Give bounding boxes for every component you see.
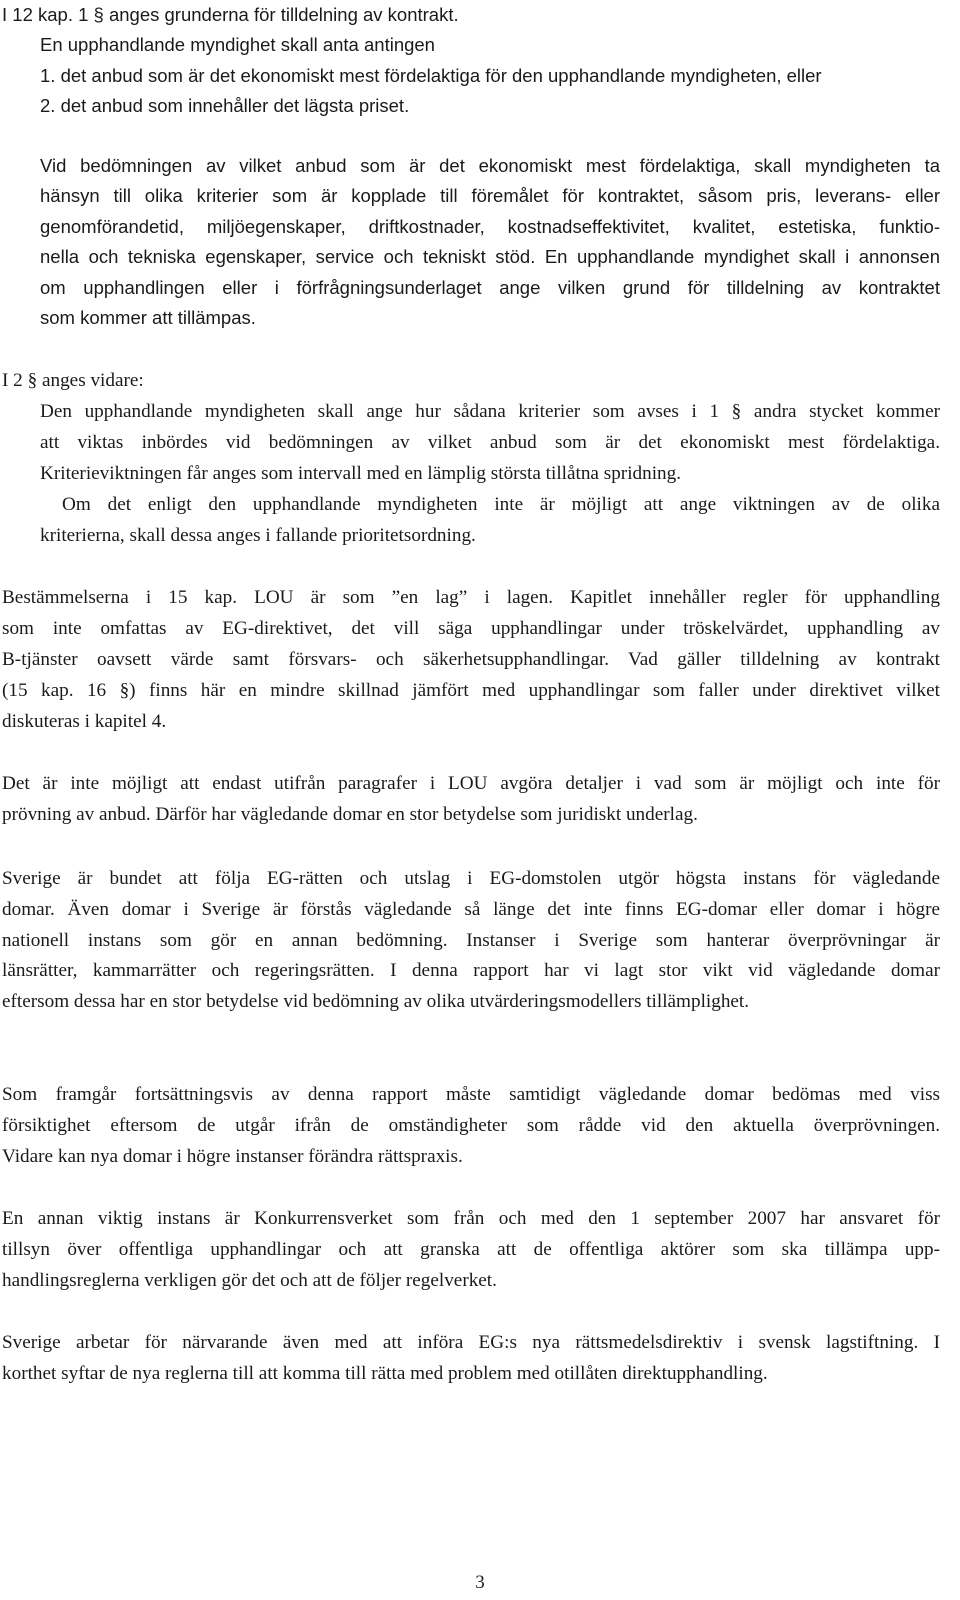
text-line: domar. Även domar i Sverige är förstås vägledande så länge det inte finns EG-domar eller domar i högre <box>2 899 940 920</box>
text-line: B-tjänster oavsett värde samt försvars- och säkerhetsupphandlingar. Vad gäller tilldelning av kontrakt <box>2 649 940 670</box>
text-line: nella och tekniska egenskaper, service och tekniskt stöd. En upphandlande myndighet skall i annonsen <box>40 246 940 267</box>
text-line: Den upphandlande myndigheten skall ange hur sådana kriterier som avses i 1 § andra stycket kommer <box>40 401 940 422</box>
text-line: eftersom dessa har en stor betydelse vid bedömning av olika utvärderingsmodellers tillämplighet. <box>2 991 750 1012</box>
text-line: tillsyn över offentliga upphandlingar och att granska att de offentliga aktörer som ska tillämpa upp- <box>2 1239 940 1260</box>
text-line: hänsyn till olika kriterier som är kopplade till föremålet för kontraktet, såsom pris, leverans- eller <box>40 185 940 206</box>
text-line: En upphandlande myndighet skall anta antingen <box>40 34 435 55</box>
text-line: korthet syftar de nya reglerna till att komma till rätta med problem med otillåten direktupphandling. <box>2 1363 768 1384</box>
text-line: nationell instans som gör en annan bedömning. Instanser i Sverige som hanterar överprövningar är <box>2 930 940 951</box>
text-line: 2. det anbud som innehåller det lägsta priset. <box>40 95 410 116</box>
text-line: Bestämmelserna i 15 kap. LOU är som ”en lag” i lagen. Kapitlet innehåller regler för upphandling <box>2 587 940 608</box>
text-line: som inte omfattas av EG-direktivet, det vill säga upphandlingar under tröskelvärdet, upphandling av <box>2 618 940 639</box>
text-line: En annan viktig instans är Konkurrensverket som från och med den 1 september 2007 har ansvaret för <box>2 1208 940 1229</box>
text-line: Om det enligt den upphandlande myndigheten inte är möjligt att ange viktningen av de olika <box>62 494 940 515</box>
text-line: att viktas inbördes vid bedömningen av vilket anbud som är det ekonomiskt mest fördelaktiga. <box>40 432 940 453</box>
text-line: kriterierna, skall dessa anges i fallande prioritetsordning. <box>40 525 476 546</box>
text-line: försiktighet eftersom de utgår ifrån de omständigheter som rådde vid den aktuella överprövningen. <box>2 1115 940 1136</box>
text-line: genomförandetid, miljöegenskaper, driftkostnader, kostnadseffektivitet, kvalitet, estetiska, funktio- <box>40 216 940 237</box>
text-line: Sverige arbetar för närvarande även med att införa EG:s nya rättsmedelsdirektiv i svensk lagstiftning. I <box>2 1332 940 1353</box>
text-line: Vidare kan nya domar i högre instanser förändra rättspraxis. <box>2 1146 463 1167</box>
text-line: Som framgår fortsättningsvis av denna rapport måste samtidigt vägledande domar bedömas med viss <box>2 1084 940 1105</box>
text-line: om upphandlingen eller i förfrågningsunderlaget ange vilken grund för tilldelning av kontraktet <box>40 277 940 298</box>
text-line: 1. det anbud som är det ekonomiskt mest fördelaktiga för den upphandlande myndigheten, eller <box>40 65 822 86</box>
text-line: I 2 § anges vidare: <box>2 370 144 391</box>
page-number: 3 <box>475 1572 485 1593</box>
text-line: Sverige är bundet att följa EG-rätten och utslag i EG-domstolen utgör högsta instans för vägledande <box>2 868 940 889</box>
text-line: Det är inte möjligt att endast utifrån paragrafer i LOU avgöra detaljer i vad som är möjligt och inte för <box>2 773 940 794</box>
text-line: länsrätter, kammarrätter och regeringsrätten. I denna rapport har vi lagt stor vikt vid vägledande domar <box>2 960 940 981</box>
text-line: prövning av anbud. Därför har vägledande domar en stor betydelse som juridiskt underlag. <box>2 804 698 825</box>
text-line: Vid bedömningen av vilket anbud som är det ekonomiskt mest fördelaktiga, skall myndigheten ta <box>40 155 940 176</box>
text-line: I 12 kap. 1 § anges grunderna för tilldelning av kontrakt. <box>2 4 459 25</box>
text-line: (15 kap. 16 §) finns här en mindre skillnad jämfört med upphandlingar som faller under direktivet vilket <box>2 680 940 701</box>
text-line: handlingsreglerna verkligen gör det och att de följer regelverket. <box>2 1270 497 1291</box>
text-line: Kriterieviktningen får anges som intervall med en lämplig största tillåtna spridning. <box>40 463 682 484</box>
text-line: som kommer att tillämpas. <box>40 307 256 328</box>
text-line: diskuteras i kapitel 4. <box>2 711 167 732</box>
